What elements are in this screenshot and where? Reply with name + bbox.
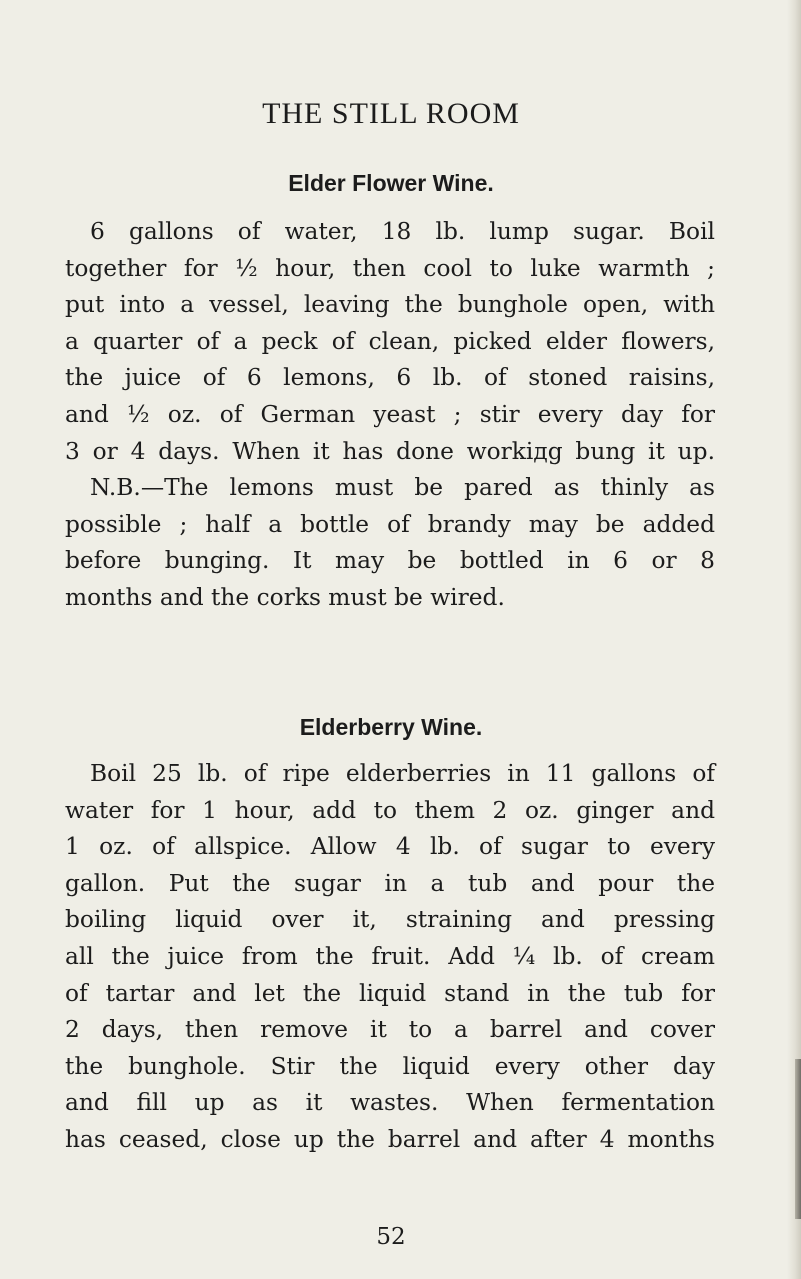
text-line: the bunghole. Stir the liquid every other day bbox=[65, 1052, 715, 1080]
text-line: possible ; half a bottle of brandy may be added bbox=[65, 510, 715, 538]
text-line: together for ½ hour, then cool to luke warmth ; bbox=[65, 254, 715, 282]
text-line: water for 1 hour, add to them 2 oz. ginger and bbox=[65, 796, 715, 824]
text-line: and fill up as it wastes. When fermentation bbox=[65, 1089, 715, 1117]
text-line: 3 or 4 days. When it has done workiдg bung it up. bbox=[65, 437, 715, 465]
recipe-paragraph-elder-flower-1 bbox=[65, 214, 715, 470]
text-line: 2 days, then remove it to a barrel and cover bbox=[65, 1016, 715, 1044]
text-line: N.B.—The lemons must be pared as thinly as bbox=[90, 474, 715, 501]
text-line: Boil 25 lb. of ripe elderberries in 11 gallons of bbox=[90, 760, 715, 787]
text-line: 1 oz. of allspice. Allow 4 lb. of sugar to every bbox=[65, 833, 715, 861]
recipe-title-elderberry-wine: Elderberry Wine. bbox=[299, 714, 483, 740]
recipe-paragraph-elderberry-1 bbox=[65, 756, 715, 1159]
text-line: all the juice from the fruit. Add ¼ lb. of cream bbox=[65, 942, 715, 970]
text-line: and ½ oz. of German yeast ; stir every day for bbox=[65, 400, 715, 428]
text-line: a quarter of a peck of clean, picked elder flowers, bbox=[65, 327, 715, 355]
running-head: THE STILL ROOM bbox=[262, 97, 520, 130]
text-line: 6 gallons of water, 18 lb. lump sugar. Boil bbox=[90, 218, 715, 245]
text-line: gallon. Put the sugar in a tub and pour the bbox=[65, 869, 715, 897]
recipe-paragraph-elder-flower-note bbox=[65, 470, 715, 616]
page-binding-shadow bbox=[795, 1059, 801, 1219]
text-line: put into a vessel, leaving the bunghole open, with bbox=[65, 291, 715, 319]
text-line: the juice of 6 lemons, 6 lb. of stoned raisins, bbox=[65, 364, 715, 392]
text-line: of tartar and let the liquid stand in the tub for bbox=[65, 979, 715, 1007]
text-line: has ceased, close up the barrel and after 4 months bbox=[65, 1125, 715, 1153]
text-line: before bunging. It may be bottled in 6 or 8 bbox=[65, 547, 715, 575]
text-line: months and the corks must be wired. bbox=[65, 583, 505, 611]
text-line: boiling liquid over it, straining and pressing bbox=[65, 906, 715, 934]
page-number: 52 bbox=[376, 1224, 406, 1250]
recipe-title-elder-flower-wine: Elder Flower Wine. bbox=[288, 170, 494, 196]
